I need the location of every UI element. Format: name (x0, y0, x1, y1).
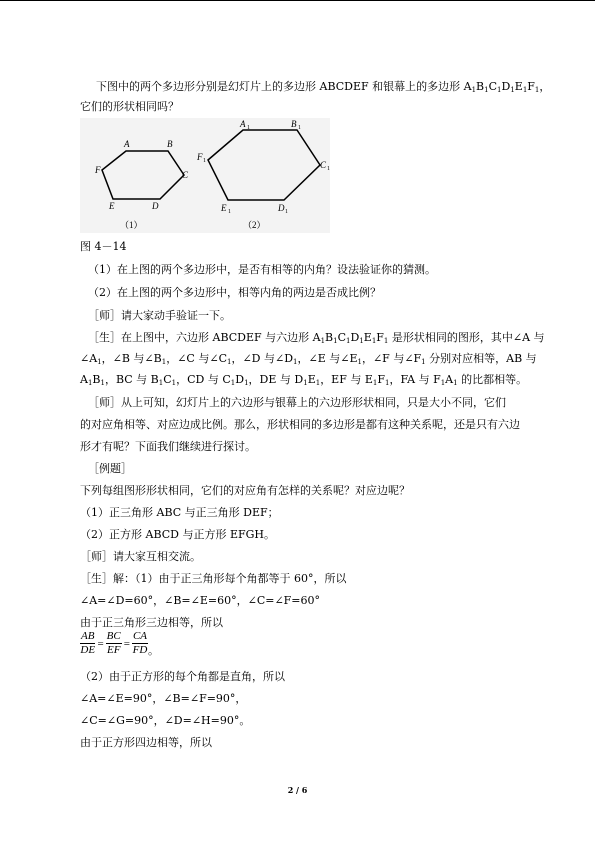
label-C: C (182, 170, 189, 180)
paragraph-intro-2: 它们的形状相同吗？ (80, 100, 179, 113)
paragraph-intro: 下图中的两个多边形分别是幻灯片上的多边形 ABCDEF 和银幕上的多边形 $A_1B_1C_1D_1E_1F_1$， (96, 80, 551, 94)
large-hexagon (208, 130, 320, 200)
teacher-2: ［师］从上可知，幻灯片上的六边形与银幕上的六边形形状相同，只是大小不同，它们 (88, 396, 506, 409)
label-E: E (109, 201, 115, 211)
question-2: （2）在上图的两个多边形中，相等内角的两边是否成比例？ (88, 286, 381, 299)
svg-text:1: 1 (203, 158, 206, 164)
svg-text:1: 1 (327, 166, 330, 172)
solution-2-angles-b: ∠C=∠G=90°，∠D=∠H=90°。 (80, 714, 251, 727)
label-B: B (167, 139, 173, 149)
top-rule (0, 0, 595, 1)
example-question: 下列每组图形形状相同，它们的对应角有怎样的关系呢？对应边呢？ (80, 484, 410, 497)
page-number: 2 / 6 (287, 785, 308, 795)
label-D: D (152, 201, 159, 211)
example-heading: ［例题］ (88, 462, 132, 475)
teacher-1: ［师］请大家动手验证一下。 (88, 309, 231, 322)
label-D1: D (278, 203, 285, 213)
student-1-line2: $\angle A_1$，∠B 与$\angle B_1$，∠C 与$\angle C_1$，∠D 与$\angle D_1$，∠E 与$\angle E_1$，∠F 与$\angle F_1$ 分别对应相等，AB 与 (80, 352, 537, 366)
label-A1: A (240, 119, 246, 129)
teacher-2-line2: 的对应角相等、对应边成比例。那么，形状相同的多边形是都有这种关系呢，还是只有六边 (80, 418, 520, 431)
caption-2: （2） (243, 220, 266, 230)
svg-text:1: 1 (228, 209, 231, 215)
small-hexagon (102, 151, 184, 199)
label-F: F (95, 165, 101, 175)
label-E1: E (221, 203, 227, 213)
solution-2-sides: 由于正方形四边相等，所以 (80, 736, 212, 749)
hexagon-figure (80, 118, 330, 233)
solution-angles: ∠A=∠D=60°，∠B=∠E=60°，∠C=∠F=60° (80, 594, 321, 607)
student-1: ［生］在上图中，六边形 ABCDEF 与六边形 $A_1B_1C_1D_1E_1F_1$ 是形状相同的图形，其中∠A 与 (88, 331, 545, 345)
figure-caption: 图 4－14 (80, 240, 127, 253)
ratio-equation: $\frac{AB}{DE}$ = $\frac{BC}{EF}$ = $\frac{CA}{FD}$ 。 (80, 630, 160, 658)
student-1-line3: $A_1B_1$，BC 与 $B_1C_1$，CD 与 $C_1D_1$，DE 与 $D_1E_1$，EF 与 $E_1F_1$，FA 与 $F_1A_1$ 的比都相等。 (80, 373, 528, 387)
svg-text:1: 1 (247, 125, 250, 131)
label-C1: C (320, 160, 327, 170)
svg-text:1: 1 (285, 209, 288, 215)
label-B1: B (291, 119, 297, 129)
example-2: （2）正方形 ABCD 与正方形 EFGH。 (80, 528, 275, 541)
example-1: （1）正三角形 ABC 与正三角形 DEF； (80, 506, 279, 519)
teacher-3: ［师］请大家互相交流。 (80, 550, 201, 563)
teacher-2-line3: 形才有呢？下面我们继续进行探讨。 (80, 440, 256, 453)
caption-1: （1） (120, 220, 143, 230)
label-A: A (124, 139, 130, 149)
svg-text:1: 1 (298, 125, 301, 131)
solution-2: （2）由于正方形的每个角都是直角，所以 (80, 670, 285, 683)
solution-sides: 由于正三角形三边相等，所以 (80, 616, 223, 629)
label-F1: F (197, 152, 203, 162)
solution-2-angles-a: ∠A=∠E=90°，∠B=∠F=90°， (80, 692, 247, 705)
question-1: （1）在上图的两个多边形中，是否有相等的内角？设法验证你的猜测。 (88, 263, 436, 276)
solution-1: ［生］解：（1）由于正三角形每个角都等于 60°，所以 (80, 572, 347, 585)
